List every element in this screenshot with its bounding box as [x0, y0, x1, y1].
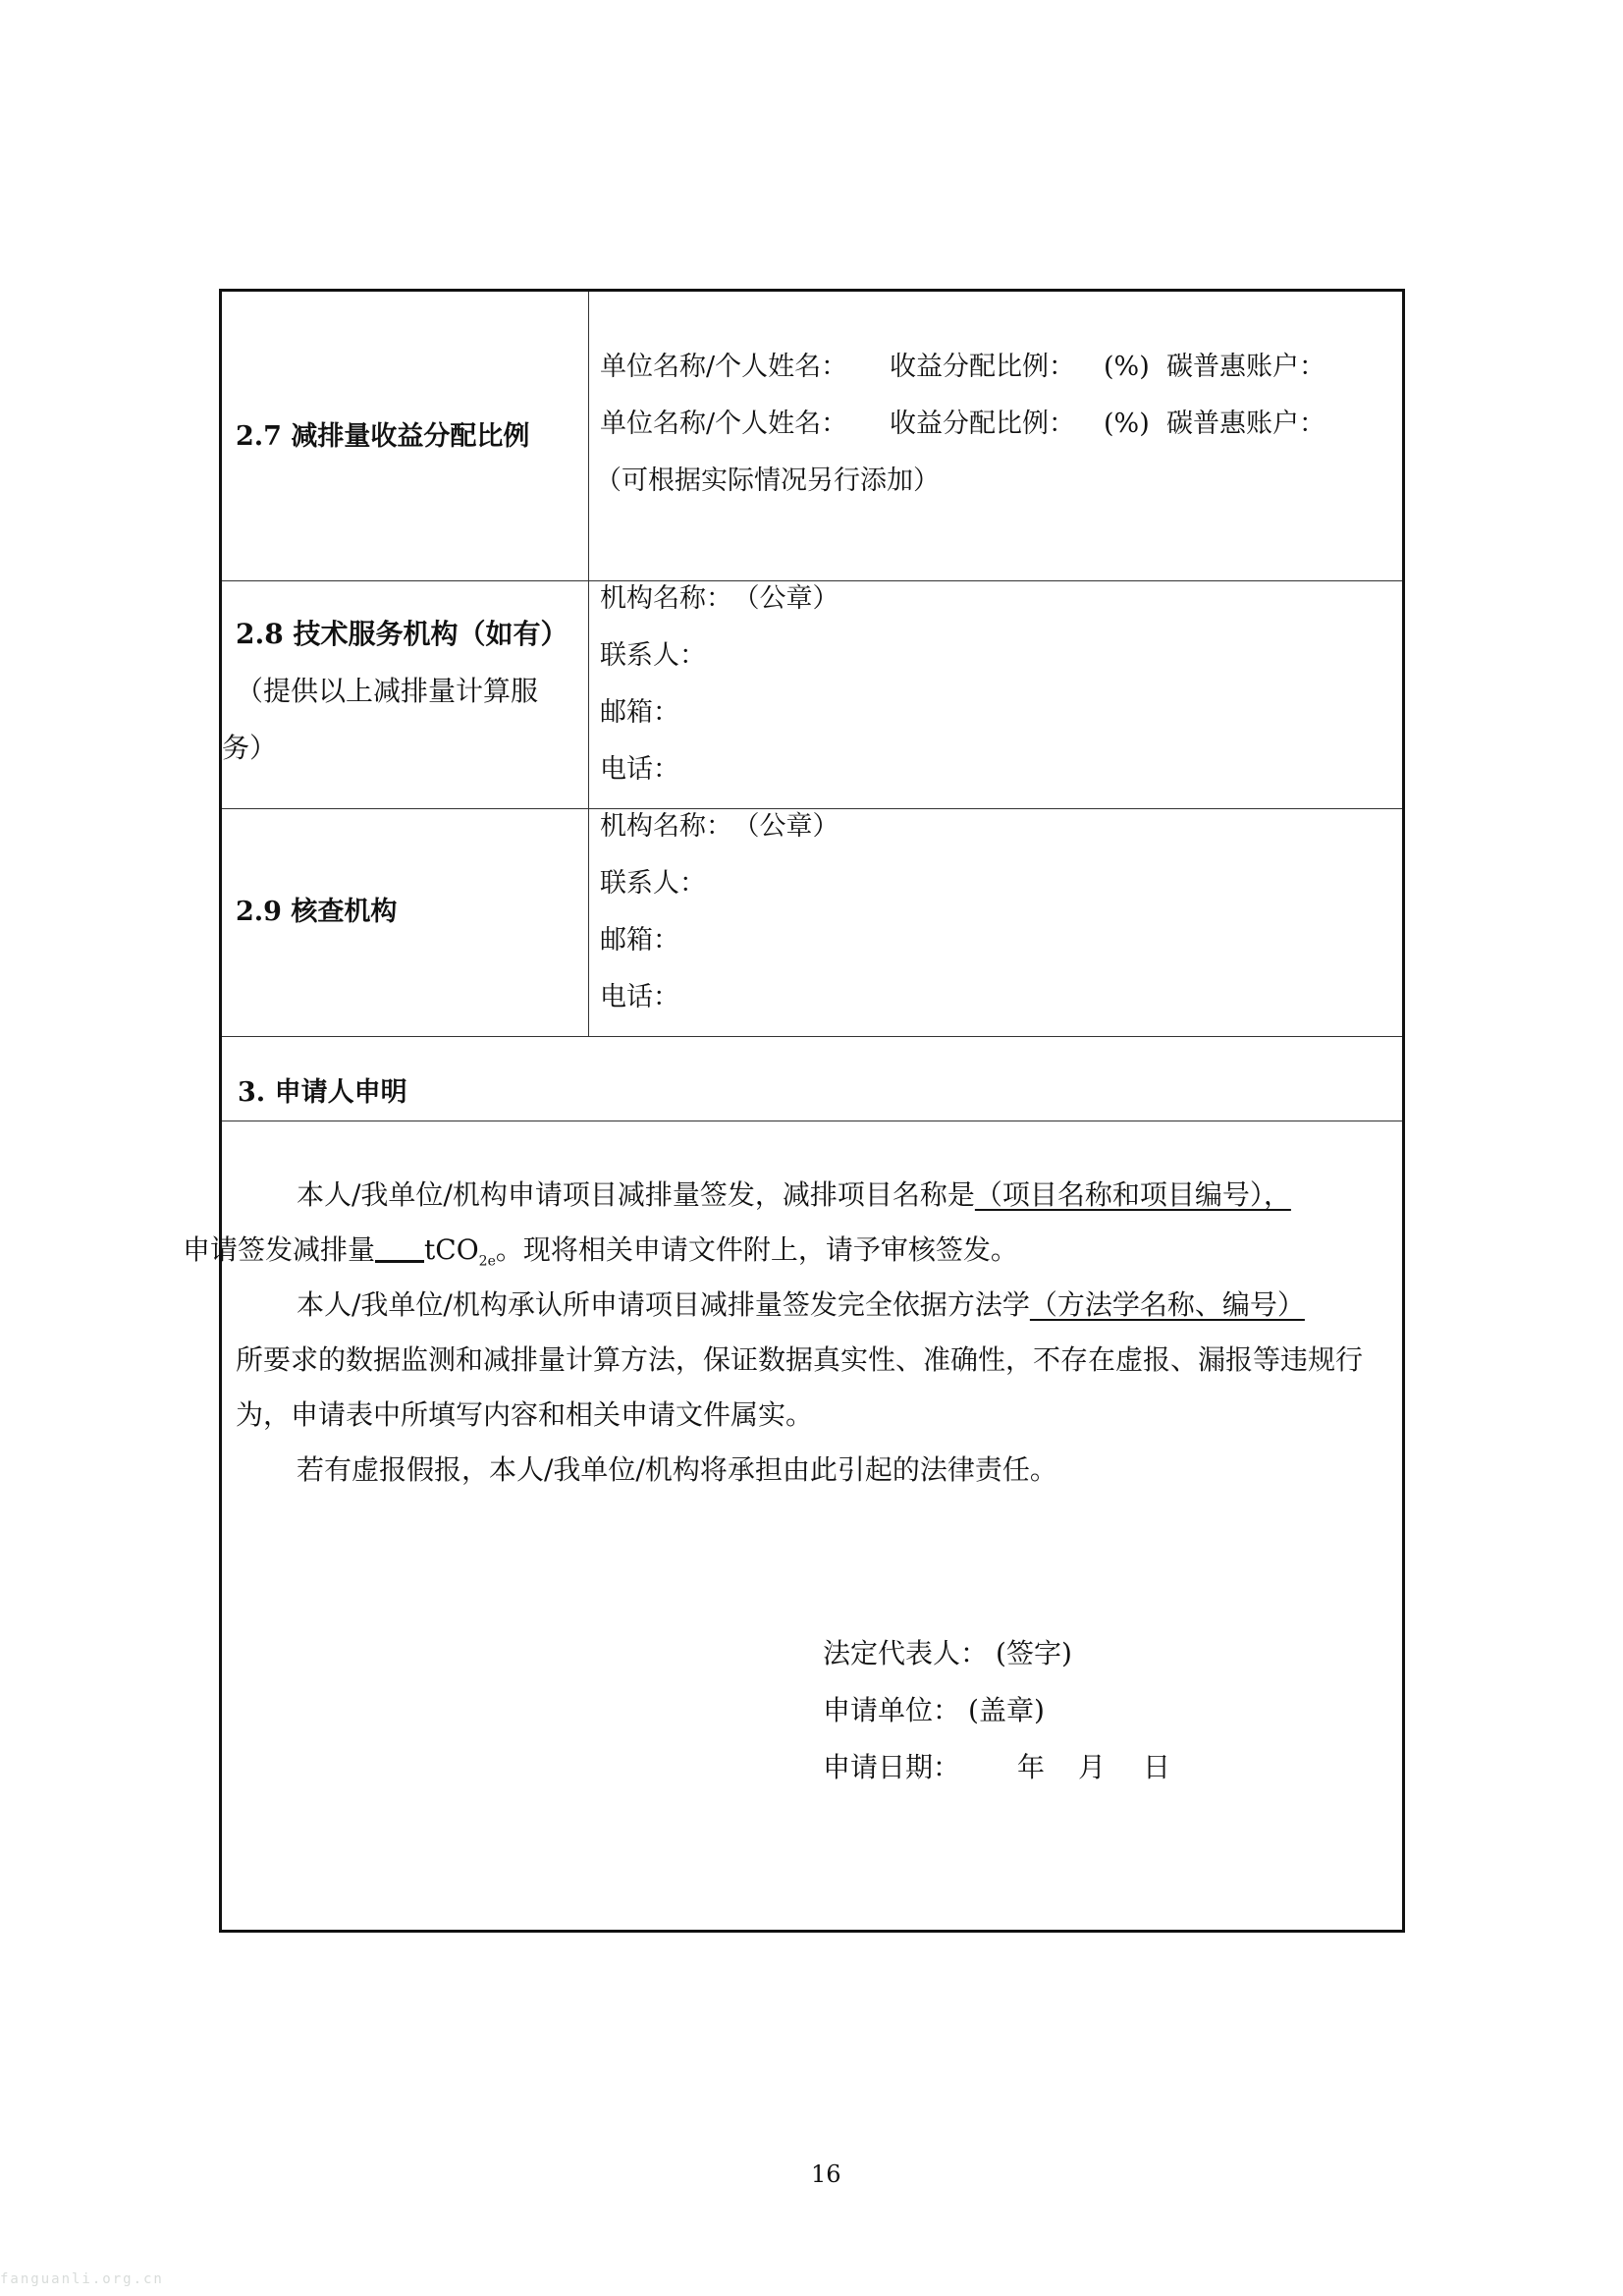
unit-name-label: 单位名称/个人姓名： — [600, 409, 848, 439]
row-2-8-org — [600, 584, 839, 614]
row-2-8-phone: 电话： — [600, 754, 679, 785]
row-2-8-subtitle: （提供以上减排量计算服务） — [222, 675, 539, 764]
row-divider — [222, 808, 1402, 809]
project-name-placeholder: （项目名称和项目编号）， — [974, 1178, 1291, 1211]
legal-representative-line: 法定代表人： (签字) — [823, 1637, 1072, 1669]
row-2-8-email: 邮箱： — [600, 697, 679, 728]
row-2-8-title: 2.8 技术服务机构（如有） — [236, 618, 568, 650]
methodology-placeholder: （方法学名称、编号） — [1029, 1288, 1305, 1321]
org-name-label: 机构名称： — [600, 811, 732, 842]
row-2-9-phone: 电话： — [600, 982, 679, 1012]
row-divider — [222, 580, 1402, 581]
row-2-8-contact: 联系人： — [600, 640, 706, 671]
seal-note: （公章） — [746, 811, 839, 842]
declaration-paragraph-1: 本人/我单位/机构申请项目减排量签发，减排项目名称是（项目名称和项目编号）， 申请签发减排量 tCO$_{2e}$。现将相关申请文件附上，请予审核签发。 — [183, 1178, 1291, 1270]
ratio-label: 收益分配比例： — [890, 409, 1075, 439]
declaration-paragraph-2: 本人/我单位/机构承认所申请项目减排量签发完全依据方法学（方法学名称、编号） 所要求的数据监测和减排量计算方法，保证数据真实性、准确性，不存在虚报、漏报等违规行为，申请表中所填写内容和相关申请文件属实。 — [236, 1288, 1364, 1431]
row-2-9-org — [600, 812, 839, 842]
row-2-8-label — [222, 606, 588, 777]
column-divider — [588, 292, 589, 1036]
declaration-heading: 3. 申请人申明 — [238, 1077, 407, 1108]
seal-note: （公章） — [746, 583, 839, 614]
percent-label: (%) — [1104, 409, 1150, 439]
account-label: 碳普惠账户： — [1166, 352, 1325, 382]
amount-blank — [375, 1232, 424, 1263]
row-2-7-label: 2.7 减排量收益分配比例 — [236, 421, 530, 452]
row-divider — [222, 1036, 1402, 1037]
application-date-line: 申请日期： 年 月 日 — [823, 1751, 1171, 1783]
distribution-note: （可根据实际情况另行添加） — [595, 465, 940, 496]
watermark: fanguanli.org.cn — [0, 2271, 164, 2287]
declaration-paragraph-3: 若有虚报假报，本人/我单位/机构将承担由此引起的法律责任。 — [297, 1453, 1057, 1486]
account-label: 碳普惠账户： — [1166, 409, 1325, 439]
percent-label: (%) — [1104, 352, 1150, 382]
application-form-table — [183, 289, 1405, 1933]
unit-name-label: 单位名称/个人姓名： — [600, 352, 848, 382]
distribution-line-2 — [600, 402, 1325, 440]
org-name-label: 机构名称： — [600, 583, 732, 614]
ratio-label: 收益分配比例： — [890, 352, 1075, 382]
row-2-9-email: 邮箱： — [600, 925, 679, 956]
unit-label: tCO$_{2e}$ — [424, 1233, 496, 1270]
page-number: 16 — [811, 2160, 841, 2188]
applicant-unit-line: 申请单位： (盖章) — [823, 1694, 1045, 1726]
row-2-9-contact: 联系人： — [600, 868, 706, 899]
distribution-line-1 — [600, 345, 1325, 383]
row-2-9-label: 2.9 核查机构 — [236, 897, 398, 927]
